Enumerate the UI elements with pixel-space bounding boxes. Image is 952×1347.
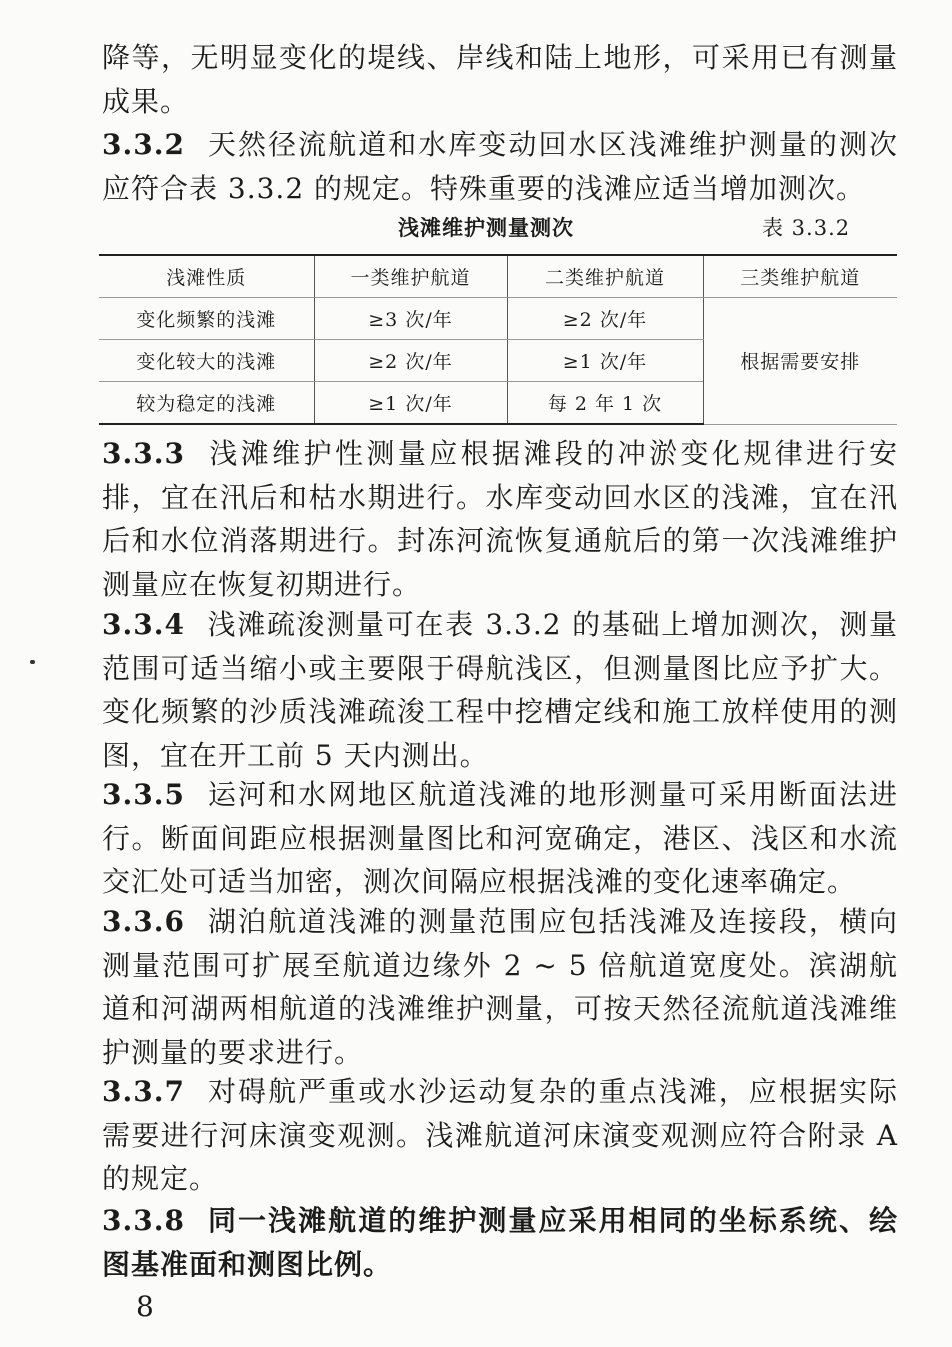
clause-number: 3.3.2	[102, 128, 185, 161]
table-header-cell: 一类维护航道	[314, 255, 507, 298]
clause-number: 3.3.7	[102, 1075, 185, 1108]
table-cell: 较为稳定的浅滩	[99, 382, 314, 425]
table-cell: ≥3 次/年	[314, 298, 507, 340]
page-number: 8	[136, 1290, 154, 1323]
clause-number: 3.3.3	[102, 437, 185, 470]
table-cell: 每 2 年 1 次	[507, 382, 703, 425]
table-cell: ≥2 次/年	[507, 298, 703, 340]
clause-3-3-4	[102, 603, 898, 777]
table-header-cell: 三类维护航道	[703, 255, 897, 298]
table-cell: 变化较大的浅滩	[99, 340, 314, 382]
table-row	[99, 298, 897, 340]
clause-number: 3.3.8	[102, 1204, 185, 1237]
scan-speck	[30, 660, 35, 664]
clause-number: 3.3.4	[102, 608, 185, 641]
clause-3-3-5	[102, 773, 898, 904]
clause-number: 3.3.6	[102, 905, 185, 938]
clause-text: 浅滩疏浚测量可在表 3.3.2 的基础上增加测次，测量范围可适当缩小或主要限于碍航浅区，但测量图比应予扩大。变化频繁的沙质浅滩疏浚工程中挖槽定线和施工放样使用的测图，宜在开工前 5 天内测出。	[102, 608, 898, 772]
clause-text: 浅滩维护性测量应根据滩段的冲淤变化规律进行安排，宜在汛后和枯水期进行。水库变动回水区的浅滩，宜在汛后和水位消落期进行。封冻河流恢复通航后的第一次浅滩维护测量应在恢复初期进行。	[102, 437, 898, 601]
table-title: 浅滩维护测量测次	[398, 215, 574, 240]
paragraph-text: 降等，无明显变化的堤线、岸线和陆上地形，可采用已有测量成果。	[102, 41, 898, 118]
clause-3-3-3	[102, 432, 898, 606]
survey-frequency-table	[99, 254, 897, 425]
clause-number: 3.3.5	[102, 778, 185, 811]
clause-text: 天然径流航道和水库变动回水区浅滩维护测量的测次应符合表 3.3.2 的规定。特殊重要的浅滩应适当增加测次。	[102, 128, 898, 205]
clause-text: 运河和水网地区航道浅滩的地形测量可采用断面法进行。断面间距应根据测量图比和河宽确定，港区、浅区和水流交汇处可适当加密，测次间隔应根据浅滩的变化速率确定。	[102, 778, 898, 898]
paragraph-continued	[102, 36, 898, 123]
clause-3-3-8	[102, 1199, 898, 1286]
table-merged-cell: 根据需要安排	[703, 298, 897, 425]
table-cell: ≥1 次/年	[507, 340, 703, 382]
clause-text: 湖泊航道浅滩的测量范围应包括浅滩及连接段，横向测量范围可扩展至航道边缘外 2 ~ 5 倍航道宽度处。滨湖航道和河湖两相航道的浅滩维护测量，可按天然径流航道浅滩维护测量的要求进行。	[102, 905, 898, 1069]
clause-3-3-6	[102, 900, 898, 1074]
table-label: 表 3.3.2	[762, 216, 851, 240]
table-cell: ≥2 次/年	[314, 340, 507, 382]
table-cell: 变化频繁的浅滩	[99, 298, 314, 340]
clause-3-3-2	[102, 123, 898, 210]
clause-text: 对碍航严重或水沙运动复杂的重点浅滩，应根据实际需要进行河床演变观测。浅滩航道河床演变观测应符合附录 A 的规定。	[102, 1075, 898, 1195]
table-header-cell: 二类维护航道	[507, 255, 703, 298]
clause-text: 同一浅滩航道的维护测量应采用相同的坐标系统、绘图基准面和测图比例。	[102, 1204, 898, 1281]
table-header-row	[99, 255, 897, 298]
table-header-cell: 浅滩性质	[99, 255, 314, 298]
table-cell: ≥1 次/年	[314, 382, 507, 425]
clause-3-3-7	[102, 1070, 898, 1201]
